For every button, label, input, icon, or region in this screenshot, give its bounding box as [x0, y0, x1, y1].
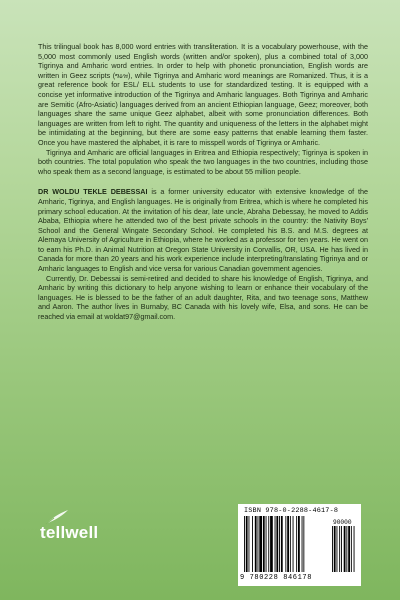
paragraph-gap: [38, 176, 368, 187]
author-name: DR WOLDU TEKLE DEBESSAI: [38, 187, 148, 197]
author-current-paragraph: Currently, Dr. Debessai is semi-retired and decided to share his knowledge of English, Tigrinya, and Amharic by writing this dictionary to help anyone wishing to learn or enhance their vocabulary of the languages. He is blessed to be the father of an adult daughter, Rita, and two teenage sons, Matthew and Aaron. The author lives in Burnaby, BC Canada with his lovely wife, Elsa, and sons. He can be reached via email at woldat97@gmail.com.: [38, 273, 368, 322]
isbn-barcode: [238, 504, 361, 586]
languages-paragraph: Tigrinya and Amharic are official languages in Eritrea and Ethiopia respectively; Tigrinya is spoken in both countries. The total population who speak the two languages in the two countries, including those who speak them as a second language, is estimated to be about 55 million people.: [38, 147, 368, 176]
blurb-text: [38, 42, 368, 322]
author-paragraph: [38, 187, 368, 273]
barcode-bars: [244, 516, 356, 572]
author-bio: is a former university educator with extensive knowledge of the Amharic, Tigrinya, and English languages. He is originally from Eritrea, which is where he completed his primary school education. At the invitation of his dear, late uncle, Abraha Debessay, he moved to Addis Ababa, Ethiopia where he attended two of the best private schools in the country: the Nativity Boys' School and the General Wingate Secondary School. He completed his B.S. and M.S. degrees at Alemaya University of Agriculture in Ethiopia, where he worked as a professor for ten years. He went on to earn his Ph.D. in Animal Nutrition at Oregon State University in Corvallis, OR, USA. He has lived in Canada for more than 20 years and his work experience include interpreting/translating Tigrinya and or Amharic languages to English and vice versa for various Canadian government agencies.: [38, 187, 369, 274]
addon-number: 90000: [333, 519, 352, 526]
description-paragraph: This trilingual book has 8,000 word entries with transliteration. It is a vocabulary powerhouse, with the 5,000 most commonly used English words (written and/or spoken), plus a combined total of 3,000 Tigrinya and Amharic word entries. In order to help with phonetic pronunciation, English words are written in Geez scripts (ግዕዝ), while Tigrinya and Amharic word meanings are Romanized. Thus, it is a great reference book for ESL/ ELL students to use for standardized testing. It is equipped with a concise yet informative introduction of the Tigrinya and Amharic languages. Both Tigrinya and Amharic are Semitic (Afro-Asiatic) languages derived from an ancient Ethiopian language, Geez; moreover, both languages share the same unique Geez alphabet, albeit with some pronunciation differences. Both languages are written from left to right. The quantity and uniqueness of the letters in the alphabet might be intimidating at the beginning, but there are some easy patterns that enable learning them faster. Once you have mastered the alphabet, it is rare to misspell words of Tigrinya or Amharic.: [38, 42, 368, 147]
publisher-logo: tellwell: [40, 523, 99, 542]
barcode-digits: 9 780228 846178: [240, 574, 313, 582]
isbn-label: ISBN 978-0-2288-4617-8: [244, 507, 339, 515]
